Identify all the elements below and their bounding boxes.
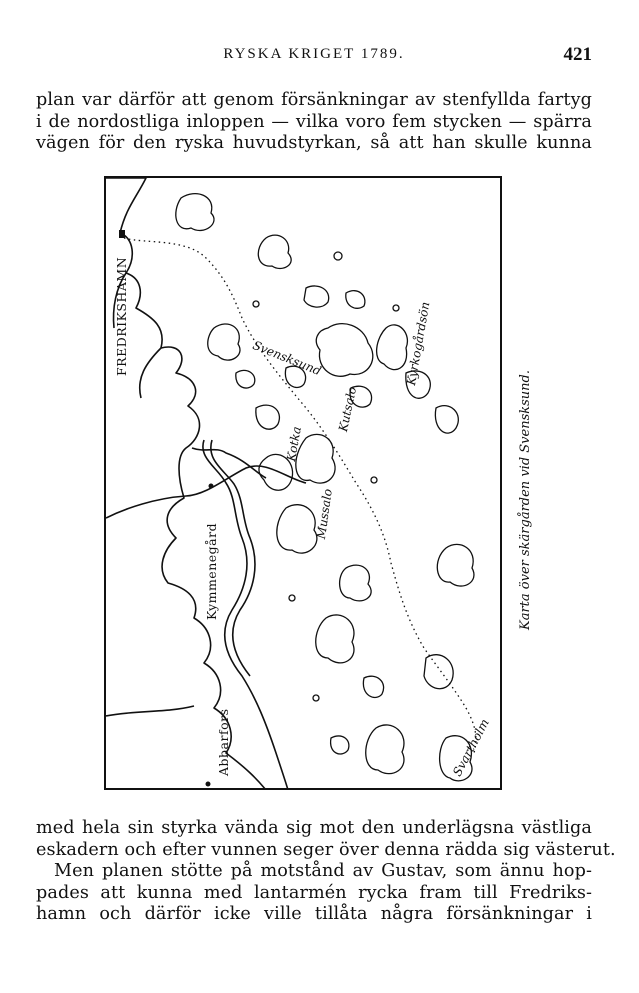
- text-line: Men planen stötte på motstånd av Gustav, som ännu hop-: [54, 861, 592, 881]
- label-abbarfors: Abbarfors: [216, 708, 231, 776]
- map-figure: [104, 176, 502, 790]
- text-line: med hela sin styrka vända sig mot den underlägsna västliga: [36, 818, 592, 838]
- page-number: 421: [563, 44, 592, 65]
- island: [256, 405, 280, 429]
- paragraph-top: [36, 90, 592, 155]
- running-head: RYSKA KRIGET 1789.: [223, 46, 405, 62]
- island: [316, 615, 354, 663]
- label-mussalo: Mussalo: [314, 487, 335, 540]
- map-caption: Karta över skärgården vid Svensksund.: [518, 369, 533, 630]
- town-marker: [206, 782, 211, 787]
- text-line: pades att kunna med lantarmén rycka fram till Fredriks-: [36, 882, 592, 903]
- island: [424, 655, 453, 689]
- island: [277, 505, 317, 553]
- label-svartholm: Svartholm: [450, 716, 492, 779]
- island: [437, 544, 474, 586]
- label-svensksund: Svensksund: [250, 338, 324, 379]
- paragraph-bottom: [36, 818, 616, 926]
- text-line: i de nordostliga inloppen — vilka voro fem stycken — spärra: [36, 111, 592, 132]
- island: [363, 676, 383, 697]
- island: [176, 194, 214, 231]
- label-kotka: Kotka: [284, 425, 304, 463]
- text-line: hamn och därför icke ville tillåta några försänkningar i: [36, 904, 592, 924]
- island: [236, 370, 255, 388]
- page-header: [36, 46, 592, 70]
- town-marker: [209, 484, 214, 489]
- island: [296, 434, 335, 483]
- text-line: plan var därför att genom försänkningar av stenfyllda fartyg: [36, 90, 592, 110]
- island: [346, 291, 365, 309]
- label-kymmenegard: Kymmenegård: [204, 522, 219, 620]
- island: [366, 725, 404, 774]
- island: [331, 736, 349, 754]
- label-fredrikshamn: FREDRIKSHAMN: [114, 256, 129, 376]
- island: [304, 286, 329, 307]
- island: [316, 324, 373, 377]
- text-line: vägen för den ryska huvudstyrkan, så att han skulle kunna: [36, 133, 592, 153]
- label-kyrkogardson: Kyrkogårdsön: [404, 300, 433, 387]
- text-line: eskadern och efter vunnen seger över denna rädda sig västerut.: [36, 839, 616, 860]
- island: [208, 324, 240, 360]
- island: [340, 565, 372, 601]
- map-drawing: [106, 178, 502, 790]
- town-marker: [119, 230, 125, 238]
- island: [435, 406, 458, 433]
- mainland-coast: [106, 178, 266, 790]
- island: [377, 325, 408, 370]
- island: [258, 235, 291, 268]
- label-kutsalo: Kutsalo: [336, 385, 360, 433]
